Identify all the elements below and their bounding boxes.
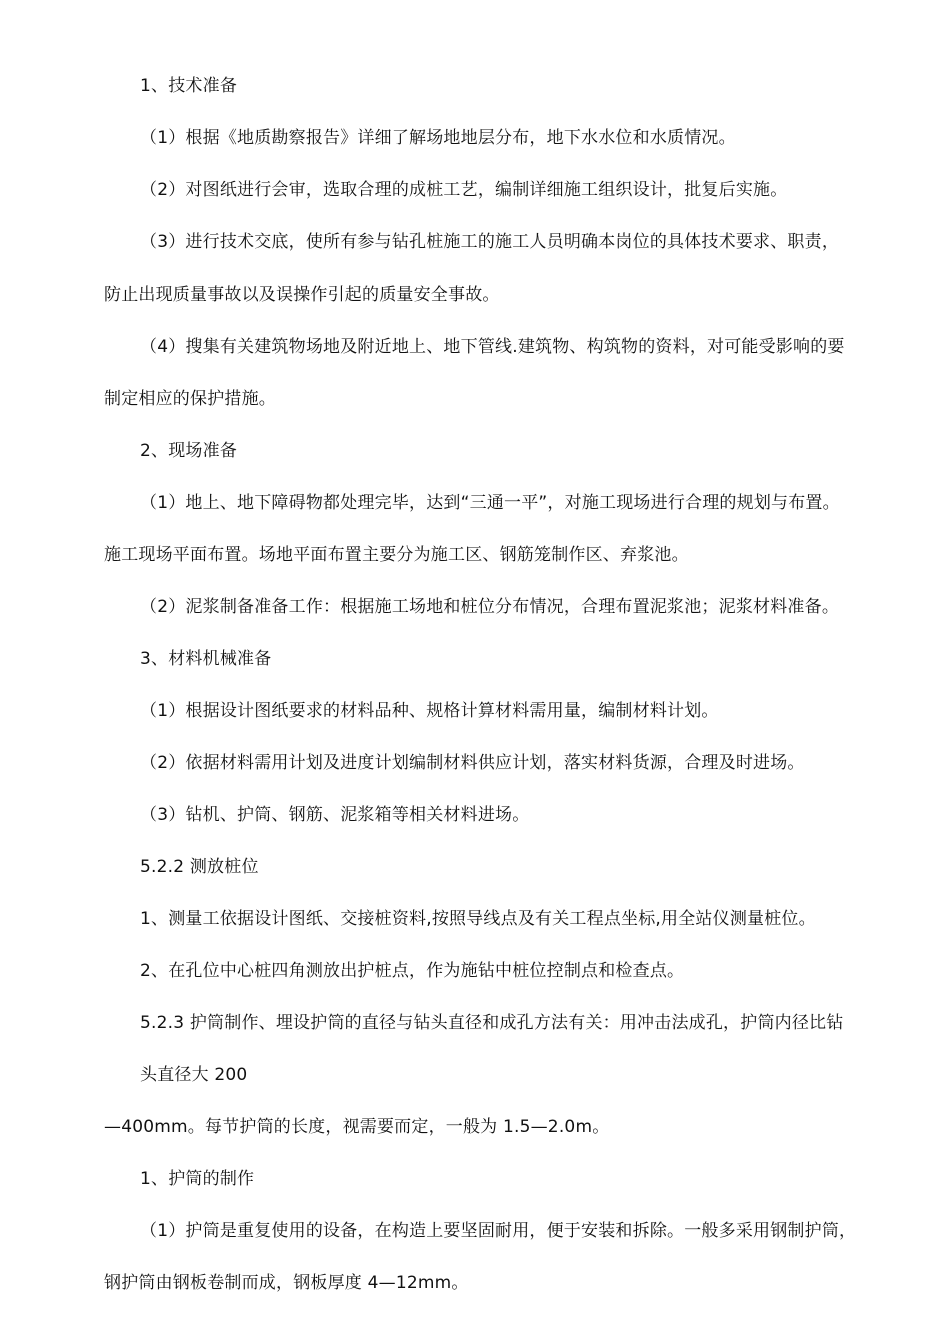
paragraph-line: 1、测量工依据设计图纸、交接桩资料,按照导线点及有关工程点坐标,用全站仪测量桩位。 <box>140 909 816 929</box>
paragraph-line: 施工现场平面布置。场地平面布置主要分为施工区、钢筋笼制作区、弃浆池。 <box>104 545 689 565</box>
heading-section-5-2-3: 5.2.3 护筒制作、埋设护筒的直径与钻头直径和成孔方法有关：用冲击法成孔，护筒内径比钻 <box>140 1013 844 1033</box>
paragraph-line: —400mm。每节护筒的长度，视需要而定，一般为 1.5—2.0m。 <box>104 1117 610 1137</box>
paragraph-line: （4）搜集有关建筑物场地及附近地上、地下管线.建筑物、构筑物的资料，对可能受影响的要 <box>140 337 845 357</box>
heading-technical-prep: 1、技术准备 <box>140 76 238 96</box>
paragraph-line: 制定相应的保护措施。 <box>104 389 276 409</box>
paragraph-line: （3）进行技术交底，使所有参与钻孔桩施工的施工人员明确本岗位的具体技术要求、职责， <box>140 232 840 252</box>
paragraph-line: 防止出现质量事故以及误操作引起的质量安全事故。 <box>104 285 500 305</box>
paragraph-line: （1）地上、地下障碍物都处理完毕，达到“三通一平”，对施工现场进行合理的规划与布置。 <box>140 493 840 513</box>
paragraph-line: （2）依据材料需用计划及进度计划编制材料供应计划，落实材料货源，合理及时进场。 <box>140 753 805 773</box>
paragraph-line: 头直径大 200 <box>140 1065 248 1085</box>
paragraph-line: （1）护筒是重复使用的设备，在构造上要坚固耐用，便于安装和拆除。一般多采用钢制护筒， <box>140 1221 857 1241</box>
heading-section-5-2-2: 5.2.2 测放桩位 <box>140 857 259 877</box>
paragraph-line: （3）钻机、护筒、钢筋、泥浆箱等相关材料进场。 <box>140 805 530 825</box>
paragraph-line: （1）根据设计图纸要求的材料品种、规格计算材料需用量，编制材料计划。 <box>140 701 719 721</box>
heading-casing-making: 1、护筒的制作 <box>140 1169 255 1189</box>
heading-material-prep: 3、材料机械准备 <box>140 649 272 669</box>
heading-site-prep: 2、现场准备 <box>140 441 238 461</box>
paragraph-line: 2、在孔位中心桩四角测放出护桩点，作为施钻中桩位控制点和检查点。 <box>140 961 685 981</box>
paragraph-line: 钢护筒由钢板卷制而成，钢板厚度 4—12mm。 <box>104 1273 469 1293</box>
paragraph-line: （2）泥浆制备准备工作：根据施工场地和桩位分布情况，合理布置泥浆池；泥浆材料准备。 <box>140 597 840 617</box>
paragraph-line: （2）对图纸进行会审，选取合理的成桩工艺，编制详细施工组织设计，批复后实施。 <box>140 180 788 200</box>
paragraph-line: （1）根据《地质勘察报告》详细了解场地地层分布，地下水水位和水质情况。 <box>140 128 736 148</box>
